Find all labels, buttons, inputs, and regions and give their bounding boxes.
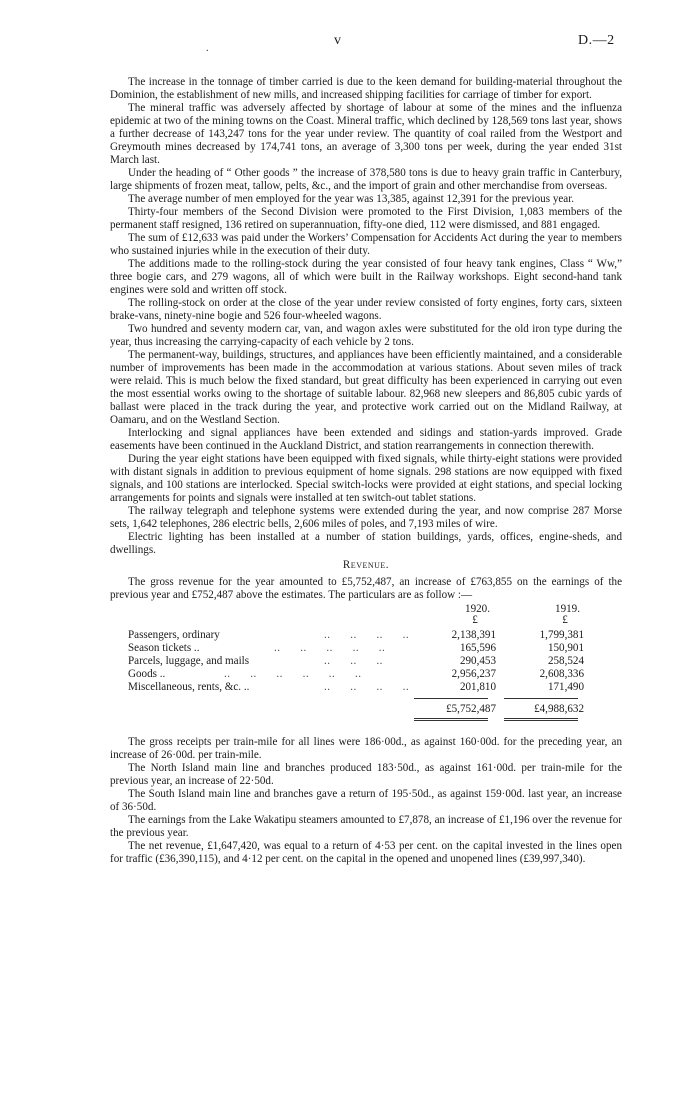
row-label: Goods .. xyxy=(128,668,166,680)
subtotal-rule-1920 xyxy=(414,698,488,699)
row-value-1920: 2,956,237 xyxy=(451,668,496,680)
row-label: Miscellaneous, rents, &c. .. xyxy=(128,681,250,693)
paragraph-signals: During the year eight stations have been equipped with fixed signals, while thirty-eight stations were provided with distant signals in addition to previous equipment of home signals. 298 stations are now equipped with fixed signals, and 100 stations are interlocked. Special switch-locks were provided at eight stations, and special locking arrangements for points and signals were installed at ten switch-out tablet stations. xyxy=(110,453,622,504)
table-row xyxy=(128,655,622,668)
row-label: Passengers, ordinary xyxy=(128,629,220,641)
paragraph-electric-lighting: Electric lighting has been installed at a number of station buildings, yards, offices, engine-sheds, and dwellings. xyxy=(110,531,622,556)
column-unit-1919: £ xyxy=(562,613,568,626)
paragraph-telegraph: The railway telegraph and telephone systems were extended during the year, and now comprise 287 Morse sets, 1,642 telephones, 286 electric bells, 2,606 miles of poles, and 7,193 miles of wire. xyxy=(110,505,622,530)
row-label: Season tickets .. xyxy=(128,642,200,654)
page-header xyxy=(0,34,700,54)
total-1919: £4,988,632 xyxy=(534,703,584,715)
row-value-1919: 171,490 xyxy=(547,681,584,693)
row-value-1919: 150,901 xyxy=(547,642,584,654)
paragraph-mineral-traffic: The mineral traffic was adversely affected by shortage of labour at some of the mines and the influenza epidemic at two of the mining towns on the Coast. Mineral traffic, which declined by 128,569 tons last year, shows a further decrease of 143,247 tons for the year under review. The quantity of coal railed from the Westport and Greymouth mines decreased by 174,741 tons, an average of 3,300 tons per week, during the year ended 31st March last. xyxy=(110,102,622,166)
paragraph-timber: The increase in the tonnage of timber carried is due to the keen demand for building-material throughout the Dominion, the establishment of new mills, and increased shipping facilities for carriage of timber for export. xyxy=(110,76,622,101)
paragraph-rolling-stock-additions: The additions made to the rolling-stock during the year consisted of four heavy tank engines, Class “ Ww,” three bogie cars, and 279 wagons, all of which were built in the Railway workshops. Eight second-hand tank engines were sold and written off stock. xyxy=(110,258,622,296)
paragraph-permanent-way: The permanent-way, buildings, structures, and appliances have been efficiently maintained, and a considerable number of improvements has been made in the accommodation at various stations. About seven miles of track were relaid. This is much below the fixed standard, but great difficulty has been experienced in carrying out even the most essential works owing to the shortage of suitable labour. 82,968 new sleepers and 86,805 cubic yards of ballast were placed in the track during the year, and protective work carried out on the Midland Railway, at Oamaru, and on the Westland Section. xyxy=(110,349,622,426)
revenue-heading: Revenue. xyxy=(342,559,390,571)
paragraph-south-island: The South Island main line and branches gave a return of 195·50d., as against 159·00d. last year, an increase of 36·50d. xyxy=(110,788,622,813)
paragraph-rolling-stock-on-order: The rolling-stock on order at the close of the year under review consisted of forty engines, forty cars, sixteen brake-vans, ninety-nine bogie and 526 four-wheeled wagons. xyxy=(110,297,622,322)
row-leaders: .. .. .. .. .. .. xyxy=(224,668,362,680)
total-double-rule-1919 xyxy=(504,720,578,721)
table-row xyxy=(128,642,622,655)
column-header-1920 xyxy=(430,604,490,625)
paragraph-axles: Two hundred and seventy modern car, van, and wagon axles were substituted for the old iron type during the year, thus increasing the carrying-capacity of each vehicle by 2 tons. xyxy=(110,323,622,348)
row-value-1919: 258,524 xyxy=(547,655,584,667)
row-value-1919: 2,608,336 xyxy=(539,668,584,680)
revenue-table xyxy=(110,604,622,732)
total-rule-1919 xyxy=(504,718,578,719)
paragraph-north-island: The North Island main line and branches produced 183·50d., as against 161·00d. per train-mile for the previous year, an increase of 22·50d. xyxy=(110,762,622,787)
paragraph-compensation: The sum of £12,633 was paid under the Workers’ Compensation for Accidents Act during the year to members who sustained injuries while in the execution of their duty. xyxy=(110,232,622,257)
row-leaders: .. .. .. xyxy=(324,655,383,667)
paragraph-lake-wakatipu: The earnings from the Lake Wakatipu steamers amounted to £7,878, an increase of £1,196 over the revenue for the previous year. xyxy=(110,814,622,839)
row-leaders: .. .. .. .. .. xyxy=(274,642,386,654)
row-value-1920: 165,596 xyxy=(459,642,496,654)
paragraph-revenue-intro: The gross revenue for the year amounted to £5,752,487, an increase of £763,855 on the earnings of the previous year and £752,487 above the estimates. The particulars are as follow :— xyxy=(110,576,622,601)
table-row xyxy=(128,668,622,681)
row-leaders: .. .. .. .. xyxy=(324,629,410,641)
paragraph-interlocking: Interlocking and signal appliances have been extended and sidings and station-yards improved. Grade easements have been continued in the Auckland District, and station rearrangements in connection therewith. xyxy=(110,427,622,452)
document-body xyxy=(110,76,622,866)
paragraph-gross-receipts: The gross receipts per train-mile for all lines were 186·00d., as against 160·00d. for the preceding year, an increase of 26·00d. per train-mile. xyxy=(110,736,622,761)
table-row xyxy=(128,629,622,642)
table-row xyxy=(128,681,622,694)
row-label: Parcels, luggage, and mails xyxy=(128,655,250,667)
paragraph-staff-changes: Thirty-four members of the Second Division were promoted to the First Division, 1,083 members of the permanent staff resigned, 136 retired on superannuation, fifty-one died, 112 were dismissed, and 881 engaged. xyxy=(110,206,622,231)
total-double-rule-1920 xyxy=(414,720,488,721)
row-value-1919: 1,799,381 xyxy=(539,629,584,641)
total-rule-1920 xyxy=(414,718,488,719)
paragraph-net-revenue: The net revenue, £1,647,420, was equal to a return of 4·53 per cent. on the capital invested in the lines open for traffic (£36,390,115), and 4·12 per cent. on the capital in the opened and unopened lines (£39,997,340). xyxy=(110,840,622,865)
column-header-1919 xyxy=(520,604,580,625)
column-year-1919: 1919. xyxy=(555,603,580,615)
row-value-1920: 2,138,391 xyxy=(451,629,496,641)
page-number: v xyxy=(334,33,342,48)
column-unit-1920: £ xyxy=(472,613,478,626)
paragraph-men-employed: The average number of men employed for the year was 13,385, against 12,391 for the previous year. xyxy=(128,193,575,205)
header-mark: . xyxy=(206,43,209,54)
total-row xyxy=(128,703,622,716)
total-1920: £5,752,487 xyxy=(446,703,496,715)
row-value-1920: 290,453 xyxy=(459,655,496,667)
subtotal-rule-1919 xyxy=(504,698,578,699)
column-year-1920: 1920. xyxy=(465,603,490,615)
paragraph-other-goods: Under the heading of “ Other goods ” the increase of 378,580 tons is due to heavy grain traffic in Canterbury, large shipments of frozen meat, tallow, pelts, &c., and the import of grain and other merchandise from overseas. xyxy=(110,167,622,192)
row-leaders: .. .. .. .. xyxy=(324,681,410,693)
document-reference: D.—2 xyxy=(578,33,615,48)
row-value-1920: 201,810 xyxy=(459,681,496,693)
